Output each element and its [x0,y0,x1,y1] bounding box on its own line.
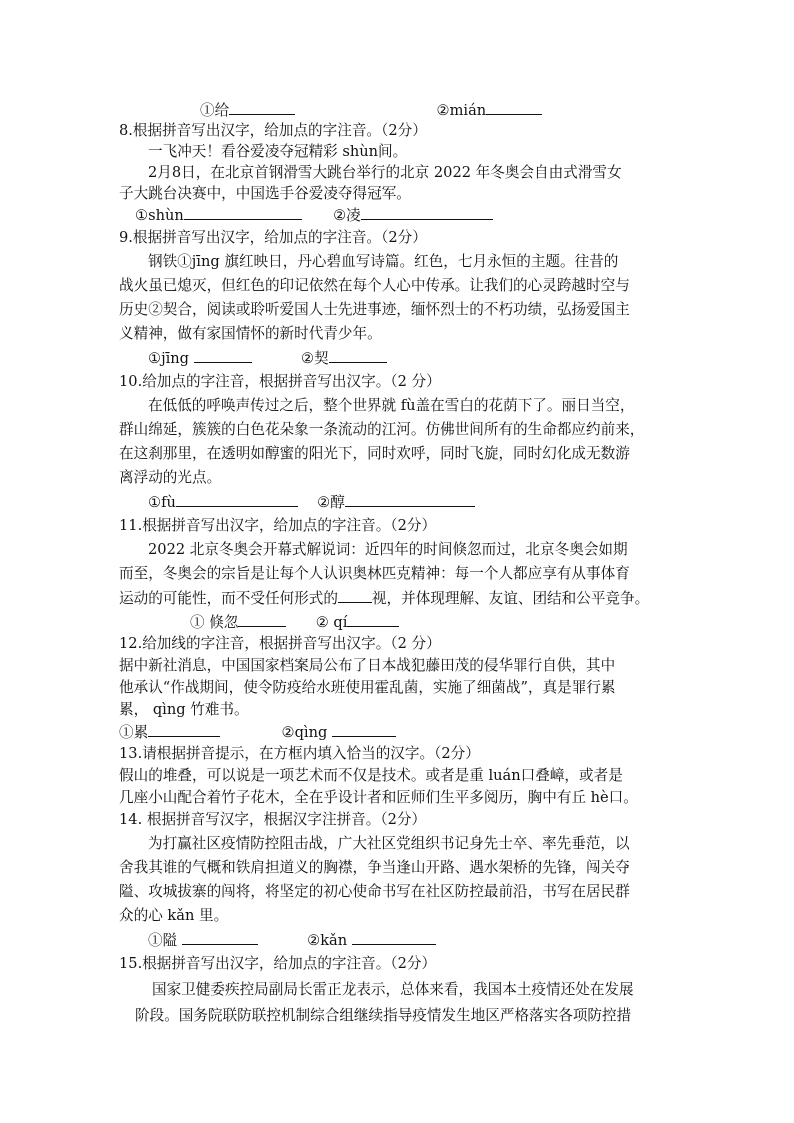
q12-answer-line [119,722,396,743]
answer-a: ①fù [148,494,176,511]
answer-blank[interactable] [332,722,396,737]
q12-paragraph-line: 据中新社消息，中国国家档案局公布了日本战犯藤田茂的侵华罪行自供，其中 [119,657,616,674]
q8-paragraph-line: 一飞冲天！看谷爱凌夺冠精彩 shùn间。 [148,143,408,160]
q11-paragraph-line: 而至，冬奥会的宗旨是让每个人认识奥林匹克精神：每一个人都应享有从事体育 [119,565,630,582]
q15-paragraph-line: 国家卫健委疾控局副局长雷正龙表示，总体来看，我国本土疫情还处在发展 [152,981,634,998]
answer-b: ②凌 [333,207,361,224]
answer-a: ①jīng [148,350,190,367]
q9-answer-line [148,348,387,369]
q10-paragraph-line: 离浮动的光点。 [119,469,222,486]
answer-a: ①给 [200,102,230,119]
answer-blank[interactable] [329,348,387,363]
q8-paragraph-line: 2月8日，在北京首钢滑雪大跳台举行的北京 2022 年冬奥会自由式滑雪女 [148,164,622,181]
q14-answer-line [148,930,436,951]
answer-blank[interactable] [148,722,220,737]
q12-paragraph-line: 累， qìng 竹难书。 [119,701,249,718]
answer-b: ② qí [315,614,348,631]
q10-heading: 10.给加点的字注音，根据拼音写出汉字。（2 分） [119,373,441,390]
q14-heading: 14. 根据拼音写汉字，根据汉字注拼音。（2分） [119,811,427,828]
q8-answer-line [135,205,493,226]
q14-paragraph-line: 为打赢社区疫情防控阻击战，广大社区党组织书记身先士卒、率先垂范，以 [148,835,630,852]
q14-paragraph-line: 众的心 kǎn 里。 [119,907,229,924]
q8-heading: 8.根据拼音写出汉字，给加点的字注音。（2分） [119,122,427,139]
answer-blank[interactable] [361,205,493,220]
q10-paragraph-line: 在低低的呼唤声传过之后，整个世界就 fù盖在雪白的花荫下了。丽日当空， [148,397,635,414]
q10-paragraph-line: 群山绵延，簇簇的白色花朵象一条流动的江河。仿佛世间所有的生命都应约前来， [119,421,645,438]
q8-paragraph-line: 子大跳台决赛中，中国选手谷爱凌夺得冠军。 [119,185,411,202]
q15-heading: 15.根据拼音写出汉字，给加点的字注音。（2分） [119,955,437,972]
answer-b: ②mián [436,102,487,119]
answer-blank[interactable] [338,588,372,603]
q9-paragraph-line: 历史②契合，阅读或聆听爱国人士先进事迹，缅怀烈士的不朽功绩，弘扬爱国主 [119,301,630,318]
answer-blank[interactable] [184,205,302,220]
answer-a: ① 倏忽 [190,614,239,631]
answer-b: ②kǎn [307,932,348,949]
answer-blank[interactable] [194,348,252,363]
answer-b: ②醇 [317,494,345,511]
q14-paragraph-line: 隘、攻城拔寨的闯将，将坚定的初心使命书写在社区防控最前沿，书写在居民群 [119,883,630,900]
q11-paragraph-line [119,588,649,609]
answer-line-top [200,100,542,121]
q9-paragraph-line: 钢铁①jīng 旗红映日，丹心碧血写诗篇。红色，七月永恒的主题。往昔的 [148,253,619,270]
answer-a: ①隘 [148,932,178,949]
answer-blank[interactable] [229,100,295,115]
q11-text-before-blank: 运动的可能性，而不受任何形式的 [119,590,338,607]
q14-paragraph-line: 舍我其谁的气概和铁肩担道义的胸襟，争当逢山开路、遇水架桥的先锋，闯关夺 [119,859,630,876]
answer-blank[interactable] [347,612,399,627]
answer-blank[interactable] [176,492,298,507]
answer-a: ①累 [119,724,149,741]
q10-answer-line [148,492,475,513]
answer-blank[interactable] [352,930,436,945]
q13-heading: 13.请根据拼音提示，在方框内填入恰当的汉字。（2分） [119,745,480,762]
q9-heading: 9.根据拼音写出汉字，给加点的字注音。（2分） [119,229,427,246]
q9-paragraph-line: 战火虽已熄灭，但红色的印记依然在每个人心中传承。让我们的心灵跨越时空与 [119,277,630,294]
q11-text-after-blank: 视，并体现理解、友谊、团结和公平竞争。 [371,590,650,607]
q15-paragraph-line: 阶段。国务院联防联控机制综合组继续指导疫情发生地区严格落实各项防控措 [135,1007,632,1024]
q12-heading: 12.给加线的字注音，根据拼音写出汉字。（2 分） [119,635,441,652]
q10-paragraph-line: 在这刹那里，在透明如醇蜜的阳光下，同时欢呼，同时飞旋，同时幻化成无数游 [119,445,630,462]
q11-heading: 11.根据拼音写出汉字，给加点的字注音。（2分） [119,517,437,534]
q13-paragraph-line: 假山的堆叠，可以说是一项艺术而不仅是技术。或者是重 luán口叠嶂，或者是 [119,767,623,784]
answer-b: ②契 [300,350,329,367]
answer-blank[interactable] [486,100,542,115]
answer-a: ①shùn [135,207,184,224]
q11-paragraph-line: 2022 北京冬奥会开幕式解说词：近四年的时间倏忽而过，北京冬奥会如期 [148,541,628,558]
answer-b: ②qìng [281,724,328,741]
answer-blank[interactable] [238,612,286,627]
answer-blank[interactable] [182,930,258,945]
q11-answer-line [190,612,399,633]
q12-paragraph-line: 他承认“作战期间，使令防疫给水班使用霍乱菌，实施了细菌战”，真是罪行累 [119,679,616,696]
answer-blank[interactable] [345,492,475,507]
q13-paragraph-line: 几座小山配合着竹子花木，全在乎设计者和匠师们生平多阅历，胸中有丘 hè口。 [119,789,638,806]
q9-paragraph-line: 义精神，做有家国情怀的新时代青少年。 [119,325,382,342]
